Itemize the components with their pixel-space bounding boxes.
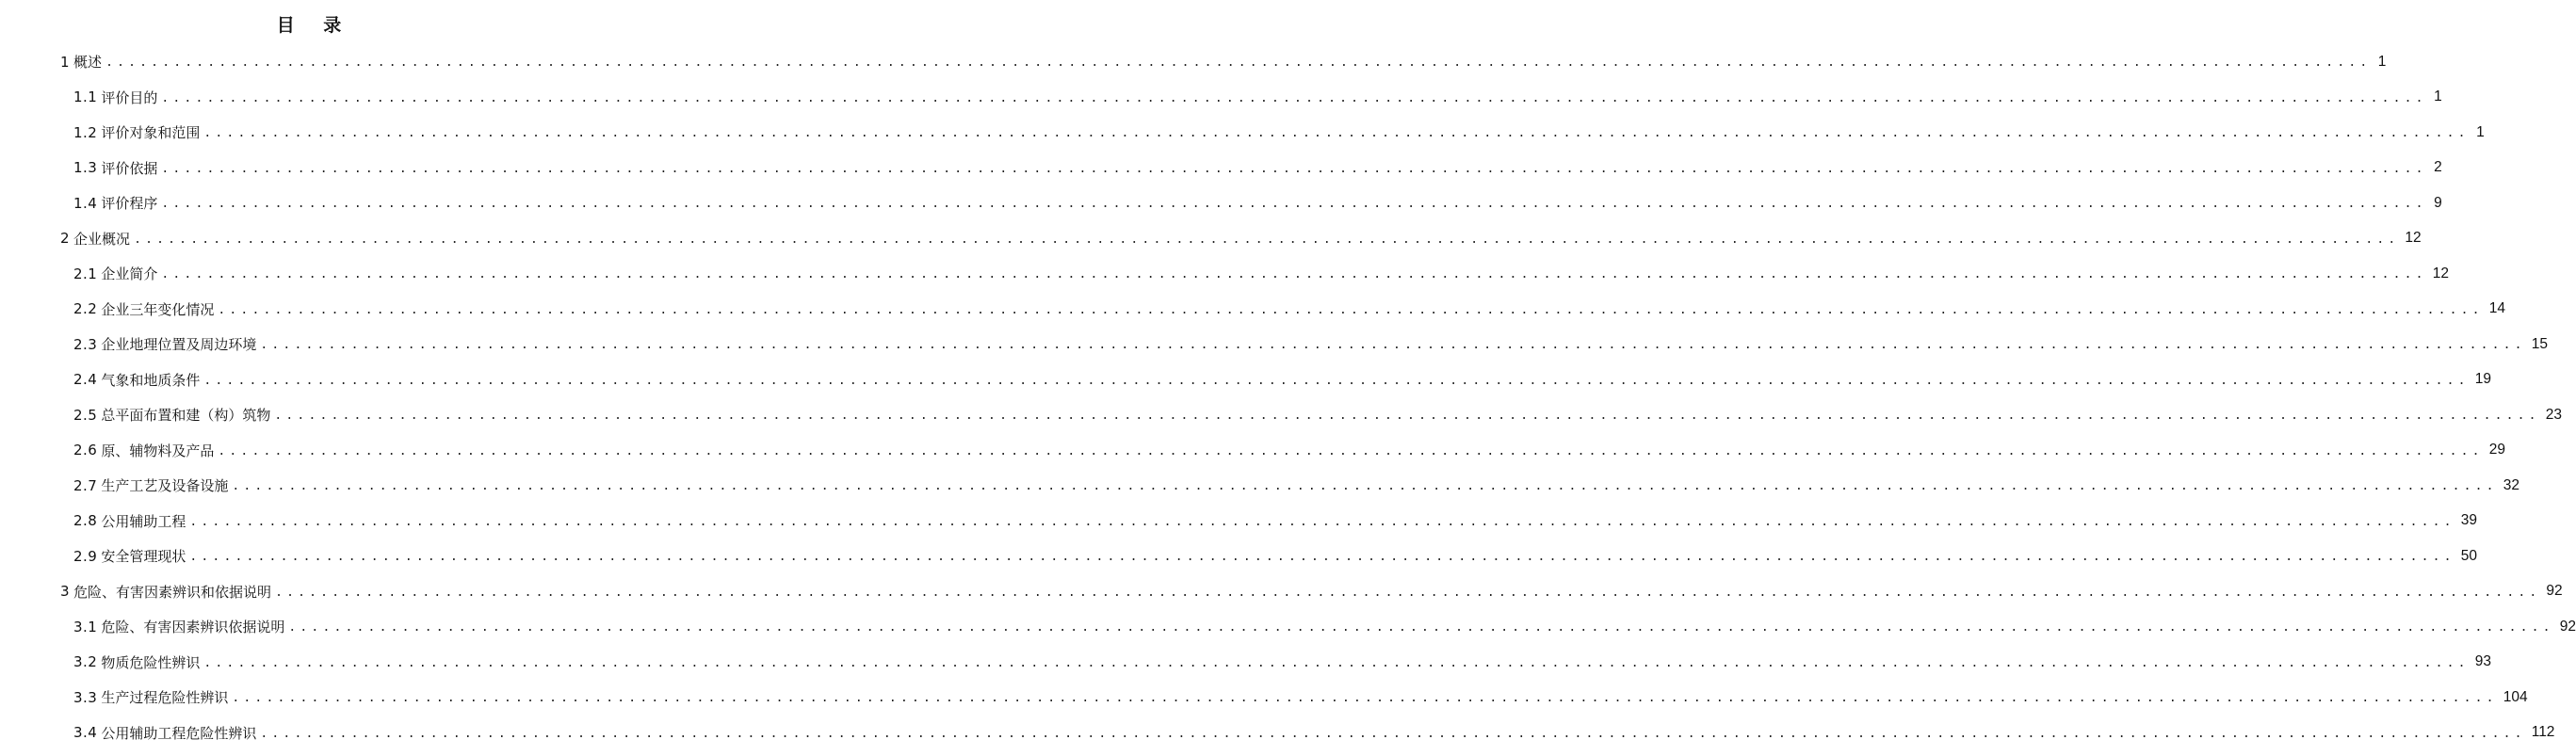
toc-entry-number: 2.4 bbox=[73, 371, 98, 389]
dot-leader: ........................................................................................................................................................................................................ bbox=[232, 479, 2498, 494]
toc-entry-page-number: 104 bbox=[2503, 688, 2528, 705]
toc-entry[interactable] bbox=[0, 609, 2576, 645]
toc-entry-number: 2.7 bbox=[73, 476, 98, 494]
toc-entry-page-number: 19 bbox=[2474, 371, 2491, 388]
toc-entry-title: 评价目的 bbox=[101, 88, 158, 106]
toc-entry-title: 危险、有害因素辨识和依据说明 bbox=[73, 583, 272, 601]
toc-entry-title: 企业简介 bbox=[101, 265, 158, 283]
dot-leader: ........................................................................................................................................................................................................ bbox=[134, 232, 2400, 247]
toc-title: 目 录 bbox=[276, 15, 353, 36]
toc-entry-title: 概述 bbox=[73, 54, 103, 72]
toc-entry-title: 总平面布置和建（构）筑物 bbox=[101, 407, 271, 425]
toc-entry[interactable] bbox=[0, 292, 2505, 328]
toc-entry-title: 评价程序 bbox=[101, 195, 158, 213]
toc-entry[interactable] bbox=[0, 327, 2548, 362]
toc-entry-page-number: 29 bbox=[2488, 442, 2505, 458]
toc-entry-page-number: 12 bbox=[2405, 230, 2422, 247]
dot-leader: ........................................................................................................................................................................................................ bbox=[203, 126, 2470, 141]
dot-leader: ........................................................................................................................................................................................................ bbox=[203, 655, 2470, 670]
toc-entry[interactable] bbox=[0, 256, 2449, 292]
toc-entry-title: 企业概况 bbox=[73, 230, 131, 248]
toc-entry-title: 公用辅助工程 bbox=[101, 512, 186, 530]
toc-entry[interactable] bbox=[0, 362, 2491, 398]
toc-entry-number: 2.8 bbox=[73, 512, 98, 530]
toc-entry[interactable] bbox=[0, 397, 2562, 433]
toc-entry[interactable] bbox=[0, 539, 2477, 574]
toc-entry-title: 评价对象和范围 bbox=[101, 124, 201, 142]
toc-entry-number: 3.3 bbox=[73, 688, 98, 706]
toc-entry[interactable] bbox=[0, 44, 2387, 80]
toc-entry-title: 公用辅助工程危险性辨识 bbox=[101, 724, 257, 742]
toc-entry-title: 危险、有害因素辨识依据说明 bbox=[101, 619, 285, 636]
toc-entry-number: 1.1 bbox=[73, 88, 98, 106]
toc-entry[interactable] bbox=[0, 115, 2485, 151]
dot-leader: ........................................................................................................................................................................................................ bbox=[161, 197, 2427, 212]
toc-entry[interactable] bbox=[0, 645, 2491, 681]
toc-entry-title: 企业地理位置及周边环境 bbox=[101, 336, 257, 354]
toc-entry[interactable] bbox=[0, 433, 2505, 469]
toc-entry-title: 生产过程危险性辨识 bbox=[101, 689, 229, 707]
toc-entry-title: 物质危险性辨识 bbox=[101, 653, 201, 671]
dot-leader: ........................................................................................................................................................................................................ bbox=[260, 338, 2526, 353]
toc-entry-page-number: 15 bbox=[2531, 335, 2548, 352]
dot-leader: ........................................................................................................................................................................................................ bbox=[275, 585, 2541, 600]
toc-entry[interactable] bbox=[0, 185, 2442, 221]
dot-leader: ........................................................................................................................................................................................................ bbox=[189, 550, 2455, 565]
toc-entry-page-number: 93 bbox=[2474, 653, 2491, 670]
dot-leader: ........................................................................................................................................................................................................ bbox=[161, 90, 2427, 105]
toc-entry-number: 3 bbox=[60, 583, 71, 601]
toc-entry-page-number: 112 bbox=[2531, 724, 2555, 741]
toc-entry-title: 生产工艺及设备设施 bbox=[101, 477, 229, 495]
toc-entry-title: 原、辅物料及产品 bbox=[101, 442, 215, 459]
toc-entry-number: 2.3 bbox=[73, 335, 98, 353]
toc-entry[interactable] bbox=[0, 468, 2519, 504]
toc-entry-page-number: 2 bbox=[2434, 159, 2442, 176]
toc-entry-title: 评价依据 bbox=[101, 159, 158, 177]
toc-entry-page-number: 92 bbox=[2546, 583, 2563, 600]
toc-entry-number: 2.6 bbox=[73, 442, 98, 459]
toc-entry-page-number: 1 bbox=[2377, 53, 2387, 70]
toc-entry-number: 2.1 bbox=[73, 265, 98, 282]
toc-entry-page-number: 50 bbox=[2460, 547, 2477, 564]
toc-entry-number: 3.4 bbox=[73, 724, 98, 742]
toc-entry-page-number: 1 bbox=[2476, 123, 2485, 140]
toc-entry-page-number: 39 bbox=[2460, 512, 2477, 529]
toc-entry-page-number: 92 bbox=[2559, 618, 2576, 635]
toc-entry-number: 1.3 bbox=[73, 159, 98, 177]
dot-leader: ........................................................................................................................................................................................................ bbox=[105, 56, 2372, 71]
toc-entry[interactable] bbox=[0, 504, 2477, 539]
toc-entry-number: 2.2 bbox=[73, 300, 98, 318]
dot-leader: ........................................................................................................................................................................................................ bbox=[161, 267, 2427, 282]
toc-entry-page-number: 1 bbox=[2434, 88, 2442, 105]
toc-entry-number: 3.2 bbox=[73, 653, 98, 671]
toc-entry-title: 企业三年变化情况 bbox=[101, 300, 215, 318]
dot-leader: ........................................................................................................................................................................................................ bbox=[189, 514, 2455, 529]
toc-entry-title: 安全管理现状 bbox=[101, 548, 186, 566]
dot-leader: ........................................................................................................................................................................................................ bbox=[203, 373, 2470, 388]
toc-entry-page-number: 9 bbox=[2434, 194, 2442, 211]
dot-leader: ........................................................................................................................................................................................................ bbox=[232, 691, 2498, 706]
toc-entry[interactable] bbox=[0, 680, 2528, 716]
toc-entry[interactable] bbox=[0, 80, 2442, 116]
dot-leader: ........................................................................................................................................................................................................ bbox=[260, 726, 2526, 741]
toc-entry-number: 1.2 bbox=[73, 123, 98, 141]
toc-entry[interactable] bbox=[0, 221, 2422, 257]
dot-leader: ........................................................................................................................................................................................................ bbox=[288, 620, 2554, 635]
toc-entry[interactable] bbox=[0, 716, 2555, 751]
toc-entry[interactable] bbox=[0, 574, 2563, 610]
dot-leader: ........................................................................................................................................................................................................ bbox=[274, 409, 2540, 424]
toc-entry-number: 1.4 bbox=[73, 194, 98, 212]
toc-entry-page-number: 32 bbox=[2503, 476, 2519, 493]
dot-leader: ........................................................................................................................................................................................................ bbox=[218, 302, 2484, 317]
toc-entry-number: 2 bbox=[60, 230, 71, 248]
table-of-contents bbox=[0, 44, 2576, 750]
toc-entry-title: 气象和地质条件 bbox=[101, 371, 201, 389]
toc-entry-number: 3.1 bbox=[73, 618, 98, 635]
toc-entry-number: 2.5 bbox=[73, 406, 98, 424]
dot-leader: ........................................................................................................................................................................................................ bbox=[161, 161, 2427, 176]
toc-entry-number: 1 bbox=[60, 53, 71, 71]
dot-leader: ........................................................................................................................................................................................................ bbox=[218, 443, 2484, 458]
toc-entry-page-number: 14 bbox=[2488, 300, 2505, 317]
toc-entry-page-number: 12 bbox=[2432, 265, 2449, 281]
toc-entry-page-number: 23 bbox=[2545, 406, 2562, 423]
toc-entry-number: 2.9 bbox=[73, 547, 98, 565]
toc-entry[interactable] bbox=[0, 151, 2442, 186]
